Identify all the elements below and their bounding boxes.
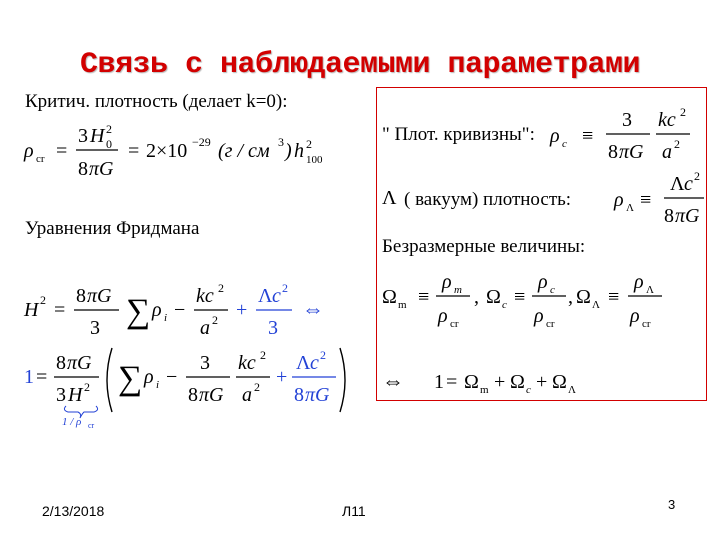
svg-text:m: m xyxy=(454,284,462,296)
svg-text:+: + xyxy=(536,371,548,393)
svg-text:Λ: Λ xyxy=(296,352,311,374)
svg-text:c: c xyxy=(550,284,555,296)
svg-text:8: 8 xyxy=(608,141,618,163)
svg-text:−29: −29 xyxy=(192,135,211,149)
svg-text:≡: ≡ xyxy=(608,286,620,308)
svg-text:=: = xyxy=(54,299,66,321)
svg-text:a: a xyxy=(242,384,252,406)
svg-text:3: 3 xyxy=(622,109,632,131)
svg-text:3: 3 xyxy=(90,317,100,339)
svg-text:3: 3 xyxy=(56,384,66,406)
svg-text:Ω: Ω xyxy=(382,286,397,308)
svg-text:πG: πG xyxy=(89,158,114,180)
svg-text:8: 8 xyxy=(56,352,66,374)
svg-text:2: 2 xyxy=(282,281,288,295)
svg-text:Λ: Λ xyxy=(568,384,576,396)
svg-text:=: = xyxy=(56,140,68,162)
svg-text:ρ: ρ xyxy=(634,271,644,293)
svg-text:kc: kc xyxy=(658,109,676,131)
svg-text:πG: πG xyxy=(67,352,92,374)
svg-text:Λ: Λ xyxy=(258,285,273,307)
svg-text:Ω: Ω xyxy=(510,371,525,393)
svg-text:2: 2 xyxy=(680,106,686,119)
svg-text:ρ: ρ xyxy=(538,271,548,293)
svg-text:0: 0 xyxy=(106,137,112,151)
svg-text:πG: πG xyxy=(619,141,644,163)
svg-text:2: 2 xyxy=(674,137,680,151)
svg-text:πG: πG xyxy=(305,384,330,406)
svg-text:Λ: Λ xyxy=(592,299,600,311)
svg-text:2: 2 xyxy=(260,348,266,362)
curvature-density-formula xyxy=(548,106,698,166)
svg-text:2: 2 xyxy=(320,348,326,362)
svg-text:c: c xyxy=(562,138,567,150)
vacuum-density-label: ( вакуум) плотность: xyxy=(404,189,572,210)
svg-text:c: c xyxy=(310,352,319,374)
svg-text:=: = xyxy=(36,366,48,388)
omega-sum-formula xyxy=(380,364,600,398)
svg-text:+: + xyxy=(236,299,248,321)
dimensionless-formulas xyxy=(380,266,706,336)
svg-text:πG: πG xyxy=(199,384,224,406)
vacuum-density-formula xyxy=(612,168,712,232)
svg-text:8: 8 xyxy=(664,205,674,227)
svg-text:kc: kc xyxy=(196,285,214,307)
svg-text:m: m xyxy=(398,299,407,311)
critical-density-formula xyxy=(22,118,342,182)
svg-text:h: h xyxy=(294,140,304,162)
svg-text:H: H xyxy=(68,384,83,406)
svg-text:2: 2 xyxy=(694,169,700,183)
svg-text:(г / см: (г / см xyxy=(218,140,270,162)
footer-code: Л11 xyxy=(342,503,366,519)
svg-text:1 / ρ: 1 / ρ xyxy=(62,416,82,428)
svg-text:3: 3 xyxy=(268,317,278,339)
svg-text:2: 2 xyxy=(218,281,224,295)
footer-date: 2/13/2018 xyxy=(42,503,105,519)
svg-text:100: 100 xyxy=(306,154,323,166)
svg-text:2×10: 2×10 xyxy=(146,140,188,162)
svg-text:ρ: ρ xyxy=(438,305,448,327)
svg-text:3: 3 xyxy=(78,125,88,147)
svg-text:i: i xyxy=(164,312,168,324)
svg-text:≡: ≡ xyxy=(582,125,594,147)
svg-text:1: 1 xyxy=(434,371,444,393)
svg-text:2: 2 xyxy=(306,137,312,151)
svg-text:2: 2 xyxy=(212,313,218,327)
svg-text:kc: kc xyxy=(238,352,256,374)
svg-text:3: 3 xyxy=(200,352,210,374)
svg-text:8: 8 xyxy=(188,384,198,406)
svg-text:ρ: ρ xyxy=(24,140,34,162)
svg-text:2: 2 xyxy=(106,122,112,136)
friedmann-equation-2 xyxy=(22,340,352,428)
svg-text:,: , xyxy=(568,286,573,308)
svg-text:c: c xyxy=(526,384,531,396)
svg-text:ρ: ρ xyxy=(534,305,544,327)
svg-text:Ω: Ω xyxy=(486,286,501,308)
svg-text:+: + xyxy=(276,366,288,388)
footer-page-number: 3 xyxy=(668,497,676,512)
svg-text:,: , xyxy=(474,286,479,308)
svg-text:1: 1 xyxy=(24,366,34,388)
svg-text:Λ: Λ xyxy=(670,173,685,195)
svg-text:≡: ≡ xyxy=(514,286,526,308)
svg-text:Ω: Ω xyxy=(552,371,567,393)
svg-text:⇔: ⇔ xyxy=(302,296,324,321)
slide-title: Связь с наблюдаемыми параметрами xyxy=(79,48,641,82)
svg-text:cr: cr xyxy=(642,318,651,330)
svg-text:c: c xyxy=(272,285,281,307)
svg-text:c: c xyxy=(502,299,507,311)
friedmann-equation-1 xyxy=(22,280,342,344)
svg-text:∑: ∑ xyxy=(126,293,151,330)
svg-text:Ω: Ω xyxy=(576,286,591,308)
svg-text:ρ: ρ xyxy=(152,299,162,321)
svg-text:∑: ∑ xyxy=(118,360,143,397)
svg-text:cr: cr xyxy=(450,318,459,330)
svg-text:H: H xyxy=(24,299,39,321)
svg-text:c: c xyxy=(684,173,693,195)
svg-text:−: − xyxy=(166,366,178,388)
svg-text:cr: cr xyxy=(88,421,95,428)
svg-text:−: − xyxy=(174,299,186,321)
svg-text:3: 3 xyxy=(278,135,284,149)
svg-text:8: 8 xyxy=(78,158,88,180)
svg-text:ρ: ρ xyxy=(144,366,154,388)
svg-text:8: 8 xyxy=(294,384,304,406)
svg-text:⇔: ⇔ xyxy=(382,368,404,393)
svg-text:≡: ≡ xyxy=(640,189,652,211)
svg-text:πG: πG xyxy=(675,205,700,227)
svg-text:cr: cr xyxy=(546,318,555,330)
svg-text:ρ: ρ xyxy=(614,189,624,211)
svg-text:a: a xyxy=(200,317,210,339)
svg-text:a: a xyxy=(662,141,672,163)
svg-text:=: = xyxy=(128,140,140,162)
svg-text:Λ: Λ xyxy=(626,202,634,214)
svg-text:m: m xyxy=(480,384,489,396)
svg-text:πG: πG xyxy=(87,285,112,307)
dimensionless-label: Безразмерные величины: xyxy=(382,236,586,257)
svg-text:): ) xyxy=(285,140,292,162)
lambda-symbol: Λ xyxy=(382,187,397,209)
svg-text:2: 2 xyxy=(84,380,90,394)
svg-text:Ω: Ω xyxy=(464,371,479,393)
svg-text:i: i xyxy=(156,379,160,391)
svg-text:2: 2 xyxy=(40,293,46,307)
svg-text:=: = xyxy=(446,371,458,393)
critical-density-label: Критич. плотность (делает k=0): xyxy=(25,91,288,112)
svg-text:ρ: ρ xyxy=(442,271,452,293)
svg-text:H: H xyxy=(90,125,105,147)
curvature-density-label: " Плот. кривизны": xyxy=(382,124,535,145)
svg-text:2: 2 xyxy=(254,380,260,394)
svg-text:ρ: ρ xyxy=(630,305,640,327)
svg-text:Λ: Λ xyxy=(646,284,654,296)
friedmann-label: Уравнения Фридмана xyxy=(25,218,200,239)
svg-text:+: + xyxy=(494,371,506,393)
svg-text:8: 8 xyxy=(76,285,86,307)
svg-text:cr: cr xyxy=(36,153,45,165)
svg-text:ρ: ρ xyxy=(550,125,560,147)
svg-text:≡: ≡ xyxy=(418,286,430,308)
